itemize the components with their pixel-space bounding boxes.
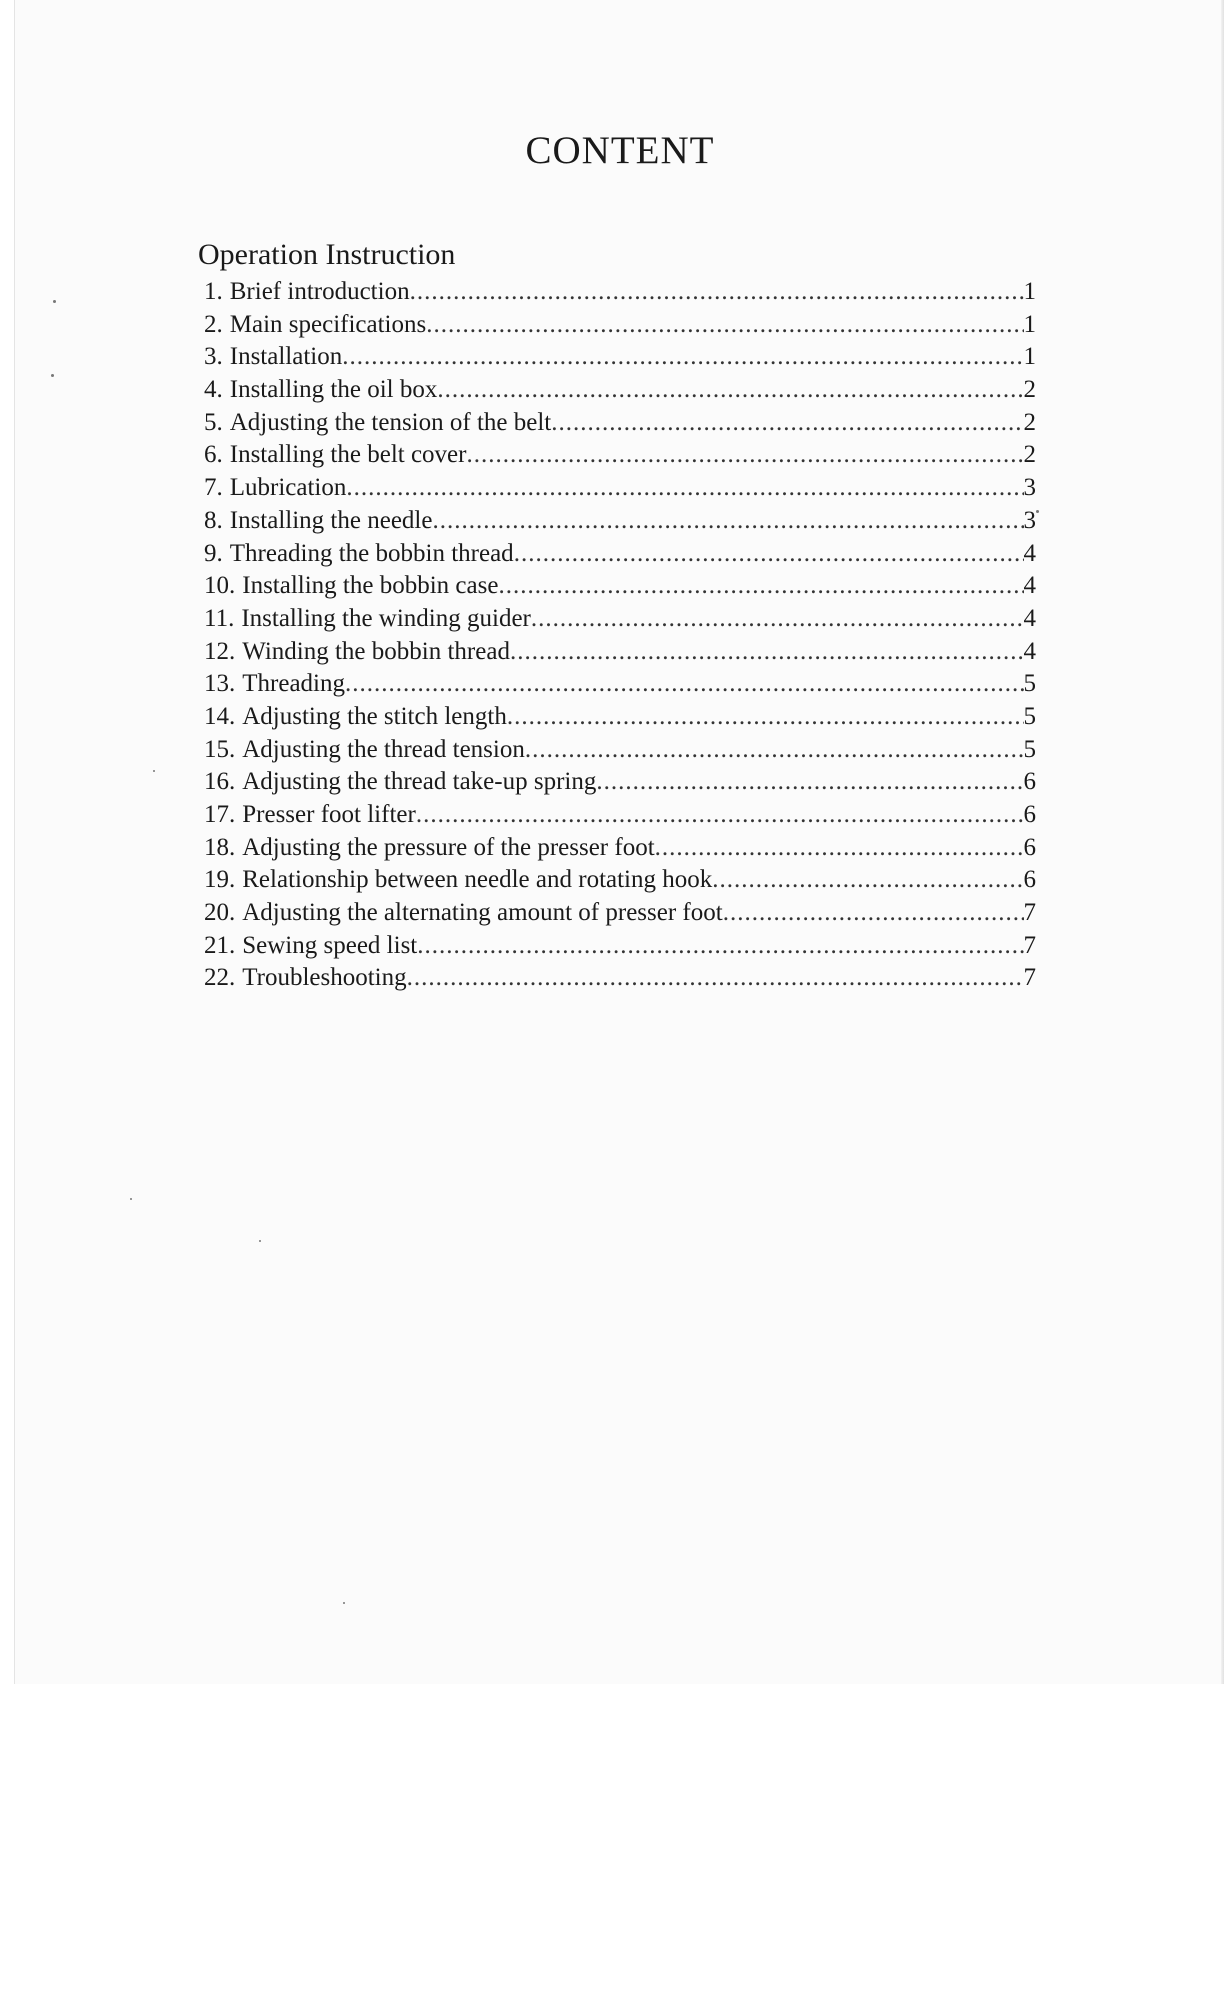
toc-entry-label: Sewing speed list [242,931,418,959]
table-of-contents [204,276,1036,995]
toc-entry-page: 1 [1023,343,1036,371]
section-title: Operation Instruction [198,238,456,271]
dot-leader [466,439,1023,472]
toc-entry [204,636,1036,669]
toc-entry-label: Adjusting the thread tension [242,735,525,763]
toc-entry-page: 2 [1023,441,1036,469]
dot-leader [712,864,1023,897]
toc-entry-number: 1. [204,278,223,305]
toc-entry-label: Installing the winding guider [241,604,531,632]
scanned-page [14,0,1224,1684]
scan-speck [343,1602,345,1604]
toc-entry-number: 15. [204,735,236,763]
dot-leader [525,734,1024,767]
toc-entry [204,930,1036,963]
toc-entry-number: 4. [204,376,223,404]
dot-leader [345,668,1024,701]
toc-entry-number: 21. [204,931,236,959]
dot-leader [417,930,1023,963]
toc-entry-number: 8. [204,506,223,534]
toc-entry-page: 6 [1023,866,1036,894]
toc-entry-label: Adjusting the tension of the belt [229,408,552,436]
toc-entry [204,276,1036,309]
toc-entry-number: 9. [204,539,223,567]
toc-entry-number: 10. [204,572,236,600]
scan-speck [53,300,56,303]
toc-entry-page: 4 [1023,637,1036,665]
toc-entry [204,439,1036,472]
toc-entry-label: Installing the bobbin case [242,572,499,600]
dot-leader [342,341,1023,374]
page-title: CONTENT [525,129,715,172]
dot-leader [498,570,1023,603]
toc-entry-page: 6 [1023,801,1036,828]
toc-entry-page: 3 [1023,506,1036,534]
dot-leader [596,766,1023,799]
toc-entry-number: 19. [204,866,236,894]
toc-entry [204,538,1036,571]
toc-entry [204,962,1036,995]
toc-entry [204,309,1036,342]
toc-entry-number: 16. [204,768,236,796]
toc-entry-page: 7 [1023,964,1036,992]
toc-entry [204,472,1036,505]
toc-entry-page: 1 [1023,278,1036,305]
toc-entry-number: 17. [204,801,236,828]
toc-entry-label: Presser foot lifter [242,801,416,828]
toc-entry-number: 3. [204,343,223,371]
dot-leader [531,603,1024,636]
toc-entry-page: 5 [1023,670,1036,698]
toc-entry-label: Adjusting the alternating amount of presser foot [242,899,723,927]
toc-entry-page: 2 [1023,408,1036,436]
dot-leader [507,701,1024,734]
toc-entry-label: Adjusting the stitch length [242,702,507,730]
toc-entry-page: 6 [1023,768,1036,796]
toc-entry-number: 6. [204,441,223,469]
toc-entry [204,734,1036,767]
toc-entry [204,832,1036,865]
toc-entry [204,799,1036,832]
dot-leader [416,799,1024,832]
toc-entry-number: 7. [204,474,223,502]
toc-entry-label: Installing the oil box [229,376,438,404]
toc-entry [204,766,1036,799]
toc-entry-page: 4 [1023,572,1036,600]
toc-entry-number: 12. [204,637,236,665]
dot-leader [510,636,1024,669]
toc-entry-page: 3 [1023,474,1036,502]
toc-entry-page: 2 [1023,376,1036,404]
scan-speck [51,374,54,377]
toc-entry-page: 6 [1023,833,1036,861]
scan-speck [153,770,155,772]
toc-entry-number: 13. [204,670,236,698]
toc-entry-number: 20. [204,899,236,927]
toc-entry [204,374,1036,407]
dot-leader [514,538,1024,571]
toc-entry-number: 22. [204,964,236,992]
toc-entry-label: Brief introduction [229,278,410,305]
toc-entry-label: Adjusting the pressure of the presser foot [242,833,655,861]
toc-entry-page: 1 [1023,310,1036,338]
toc-entry-label: Relationship between needle and rotating hook [242,866,713,894]
toc-entry-number: 14. [204,702,236,730]
scan-speck [259,1240,261,1242]
toc-entry-label: Main specifications [229,310,427,338]
dot-leader [551,407,1023,440]
toc-entry [204,505,1036,538]
toc-entry [204,570,1036,603]
toc-entry-number: 2. [204,310,223,338]
toc-entry-number: 5. [204,408,223,436]
toc-entry-label: Threading the bobbin thread [229,539,514,567]
toc-entry-label: Threading [242,670,345,698]
toc-entry [204,407,1036,440]
toc-entry-page: 5 [1023,735,1036,763]
toc-entry-page: 7 [1023,899,1036,927]
scan-speck [1036,510,1039,513]
dot-leader [723,897,1024,930]
toc-entry-number: 11. [204,604,235,632]
dot-leader [410,276,1024,309]
toc-entry [204,864,1036,897]
toc-entry-number: 18. [204,833,236,861]
toc-entry-label: Adjusting the thread take-up spring [242,768,597,796]
toc-entry-page: 7 [1023,931,1036,959]
dot-leader [655,832,1024,865]
toc-entry-label: Installing the needle [229,506,433,534]
toc-entry-page: 5 [1023,702,1036,730]
dot-leader [426,309,1023,342]
toc-entry [204,603,1036,636]
toc-entry-label: Installing the belt cover [229,441,467,469]
scan-speck [130,1198,132,1200]
toc-entry-label: Lubrication [229,474,347,502]
toc-entry [204,341,1036,374]
dot-leader [432,505,1023,538]
toc-entry-page: 4 [1023,539,1036,567]
toc-entry [204,701,1036,734]
toc-entry-label: Troubleshooting [242,964,407,992]
dot-leader [437,374,1023,407]
toc-entry-page: 4 [1023,604,1036,632]
dot-leader [346,472,1023,505]
toc-entry [204,897,1036,930]
dot-leader [407,962,1024,995]
toc-entry [204,668,1036,701]
toc-entry-label: Installation [229,343,343,371]
toc-entry-label: Winding the bobbin thread [242,637,510,665]
